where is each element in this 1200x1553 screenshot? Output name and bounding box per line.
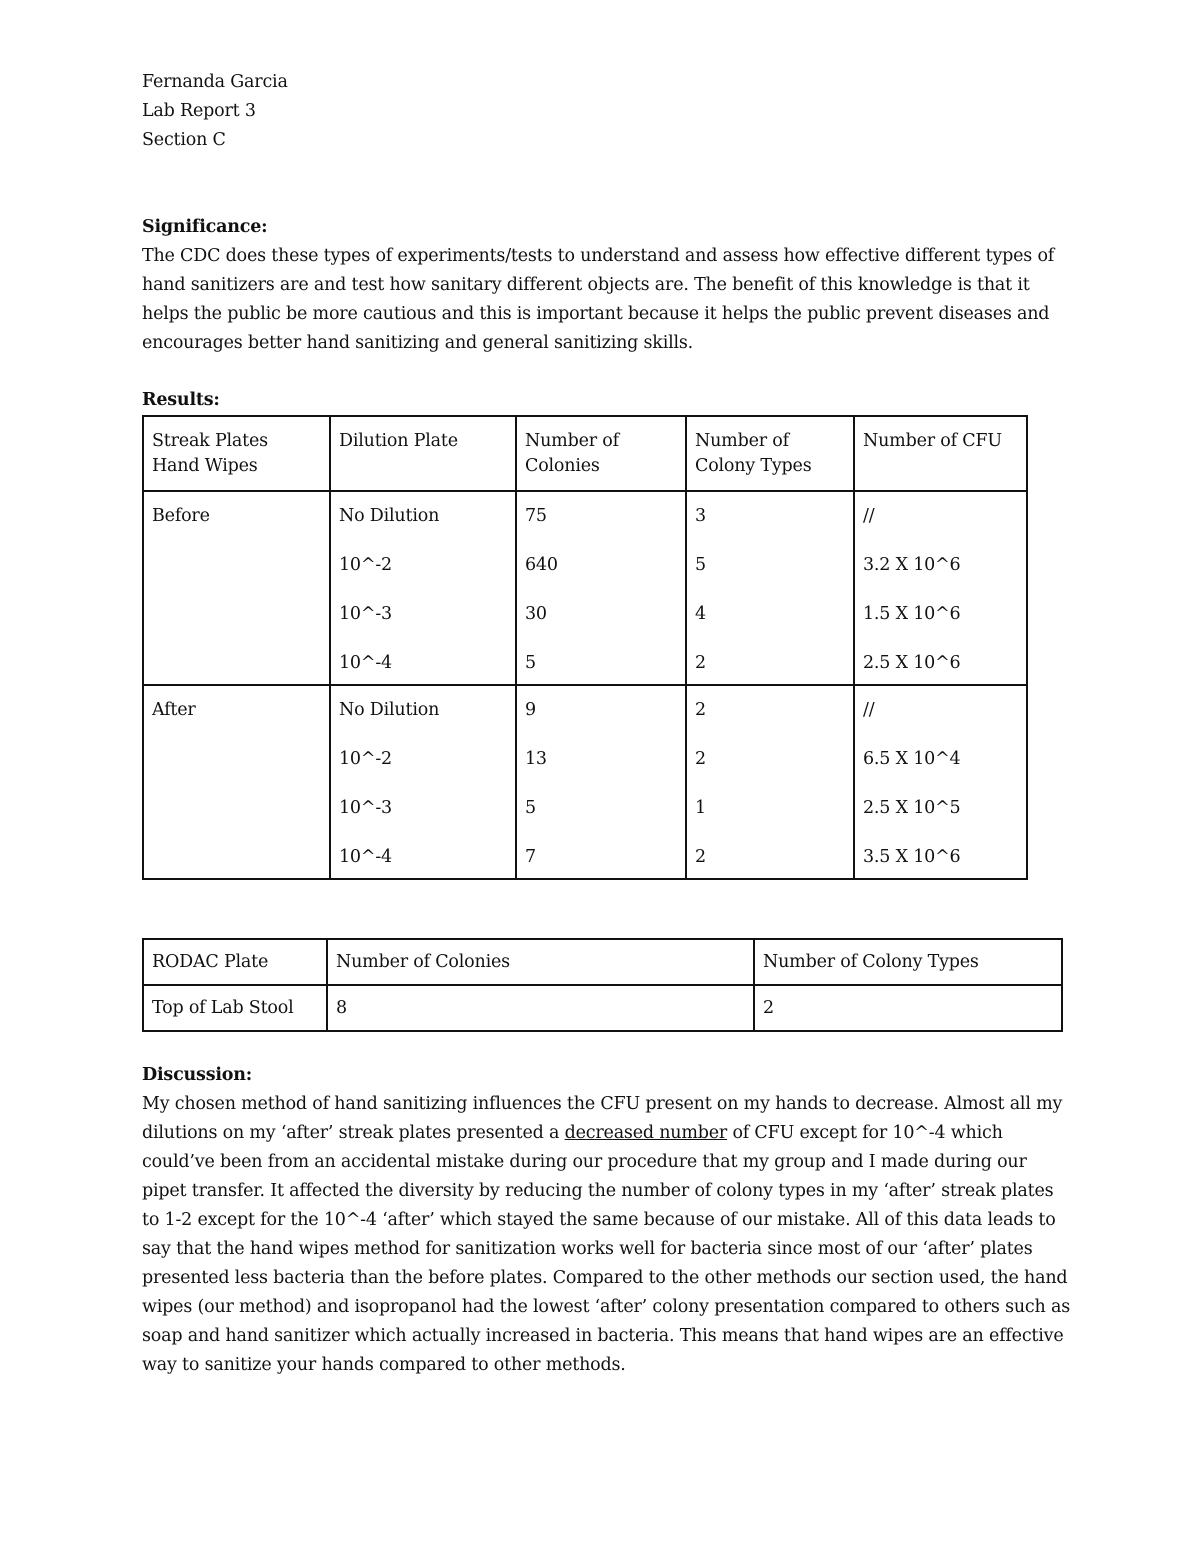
table-row-before xyxy=(143,491,1027,685)
cfu-cell xyxy=(854,685,1027,879)
group-label: After xyxy=(152,700,196,720)
discussion-line xyxy=(142,1119,1067,1148)
header-text: Colony Types xyxy=(695,456,812,476)
discussion-line: pipet transfer. It affected the diversity by reducing the number of colony types in my ‘after’ streak plates xyxy=(142,1181,1054,1201)
rodac-data-cell: Top of Lab Stool xyxy=(143,985,327,1031)
colonies-value: 640 xyxy=(525,555,558,575)
discussion-line: could’ve been from an accidental mistake during our procedure that my group and I made during our xyxy=(142,1152,1027,1172)
underlined-phrase: decreased number xyxy=(564,1123,728,1143)
discussion-heading: Discussion: xyxy=(142,1065,253,1085)
header-text: Hand Wipes xyxy=(152,456,258,476)
rodac-data-cell: 2 xyxy=(754,985,1062,1031)
cfu-value: // xyxy=(863,506,875,526)
colonies-value: 30 xyxy=(525,604,547,624)
discussion-text: of CFU except for 10^-4 which xyxy=(727,1123,1003,1143)
dilution-value: No Dilution xyxy=(339,506,440,526)
colony-types-value: 2 xyxy=(695,700,706,720)
group-label-cell xyxy=(143,685,330,879)
cfu-value: 1.5 X 10^6 xyxy=(863,604,961,624)
header-cell-number-of-colony-types xyxy=(686,416,854,491)
rodac-header-cell: RODAC Plate xyxy=(143,939,327,985)
colonies-value: 75 xyxy=(525,506,547,526)
header-text: Dilution Plate xyxy=(339,431,458,451)
discussion-line: wipes (our method) and isopropanol had the lowest ‘after’ colony presentation compared to others such as xyxy=(142,1297,1070,1317)
significance-line: helps the public be more cautious and this is important because it helps the public prevent diseases and xyxy=(142,304,1050,324)
colonies-value: 5 xyxy=(525,798,536,818)
results-heading: Results: xyxy=(142,390,220,410)
rodac-data-cell: 8 xyxy=(327,985,754,1031)
discussion-line: presented less bacteria than the before plates. Compared to the other methods our section used, the hand xyxy=(142,1268,1068,1288)
header-text: Streak Plates xyxy=(152,431,268,451)
colonies-cell xyxy=(516,685,686,879)
dilution-cell xyxy=(330,685,516,879)
significance-heading: Significance: xyxy=(142,217,268,237)
rodac-table xyxy=(142,938,1063,1032)
discussion-line: say that the hand wipes method for sanitization works well for bacteria since most of our ‘after’ plates xyxy=(142,1239,1033,1259)
dilution-value: 10^-4 xyxy=(339,847,392,867)
rodac-header-cell: Number of Colony Types xyxy=(754,939,1062,985)
header-text: Number of xyxy=(695,431,789,451)
table-row-after xyxy=(143,685,1027,879)
colony-types-value: 5 xyxy=(695,555,706,575)
dilution-value: 10^-2 xyxy=(339,749,392,769)
cfu-value: 3.2 X 10^6 xyxy=(863,555,961,575)
group-label: Before xyxy=(152,506,210,526)
header-text: Number of CFU xyxy=(863,431,1002,451)
header-cell-dilution-plate xyxy=(330,416,516,491)
report-title: Lab Report 3 xyxy=(142,101,256,121)
dilution-value: 10^-3 xyxy=(339,604,392,624)
dilution-cell xyxy=(330,491,516,685)
cfu-cell xyxy=(854,491,1027,685)
colony-types-value: 2 xyxy=(695,749,706,769)
discussion-line: to 1-2 except for the 10^-4 ‘after’ which stayed the same because of our mistake. All of this data leads to xyxy=(142,1210,1056,1230)
rodac-header-cell: Number of Colonies xyxy=(327,939,754,985)
cfu-value: 2.5 X 10^6 xyxy=(863,653,961,673)
colonies-value: 9 xyxy=(525,700,536,720)
colonies-value: 7 xyxy=(525,847,536,867)
colonies-value: 5 xyxy=(525,653,536,673)
header-text: Colonies xyxy=(525,456,600,476)
colony-types-value: 3 xyxy=(695,506,706,526)
cfu-value: 6.5 X 10^4 xyxy=(863,749,961,769)
cfu-value: // xyxy=(863,700,875,720)
header-cell-number-of-cfu xyxy=(854,416,1027,491)
discussion-text: dilutions on my ‘after’ streak plates presented a xyxy=(142,1123,565,1143)
discussion-paragraph xyxy=(142,1090,1070,1380)
discussion-line: My chosen method of hand sanitizing influences the CFU present on my hands to decrease. Almost all my xyxy=(142,1094,1063,1114)
colony-types-cell xyxy=(686,685,854,879)
group-label-cell xyxy=(143,491,330,685)
header-cell-number-of-colonies xyxy=(516,416,686,491)
dilution-value: 10^-4 xyxy=(339,653,392,673)
colonies-value: 13 xyxy=(525,749,547,769)
streak-plates-table xyxy=(142,415,1028,880)
significance-paragraph xyxy=(142,242,1067,358)
dilution-value: 10^-3 xyxy=(339,798,392,818)
dilution-value: 10^-2 xyxy=(339,555,392,575)
colony-types-value: 2 xyxy=(695,847,706,867)
cfu-value: 3.5 X 10^6 xyxy=(863,847,961,867)
significance-line: hand sanitizers are and test how sanitary different objects are. The benefit of this knowledge is that it xyxy=(142,275,1030,295)
dilution-value: No Dilution xyxy=(339,700,440,720)
discussion-line: way to sanitize your hands compared to other methods. xyxy=(142,1355,626,1375)
section-label: Section C xyxy=(142,130,226,150)
significance-line: The CDC does these types of experiments/tests to understand and assess how effective different types of xyxy=(142,246,1055,266)
colonies-cell xyxy=(516,491,686,685)
colony-types-cell xyxy=(686,491,854,685)
header-text: Number of xyxy=(525,431,619,451)
colony-types-value: 4 xyxy=(695,604,706,624)
significance-line: encourages better hand sanitizing and general sanitizing skills. xyxy=(142,333,694,353)
author-name: Fernanda Garcia xyxy=(142,72,288,92)
rodac-header-row xyxy=(143,939,1062,985)
header-cell-streak-plates xyxy=(143,416,330,491)
document-content xyxy=(142,68,1070,1380)
rodac-data-row xyxy=(143,985,1062,1031)
colony-types-value: 2 xyxy=(695,653,706,673)
table-header-row xyxy=(143,416,1027,491)
colony-types-value: 1 xyxy=(695,798,706,818)
cfu-value: 2.5 X 10^5 xyxy=(863,798,961,818)
discussion-line: soap and hand sanitizer which actually increased in bacteria. This means that hand wipes are an effective xyxy=(142,1326,1064,1346)
